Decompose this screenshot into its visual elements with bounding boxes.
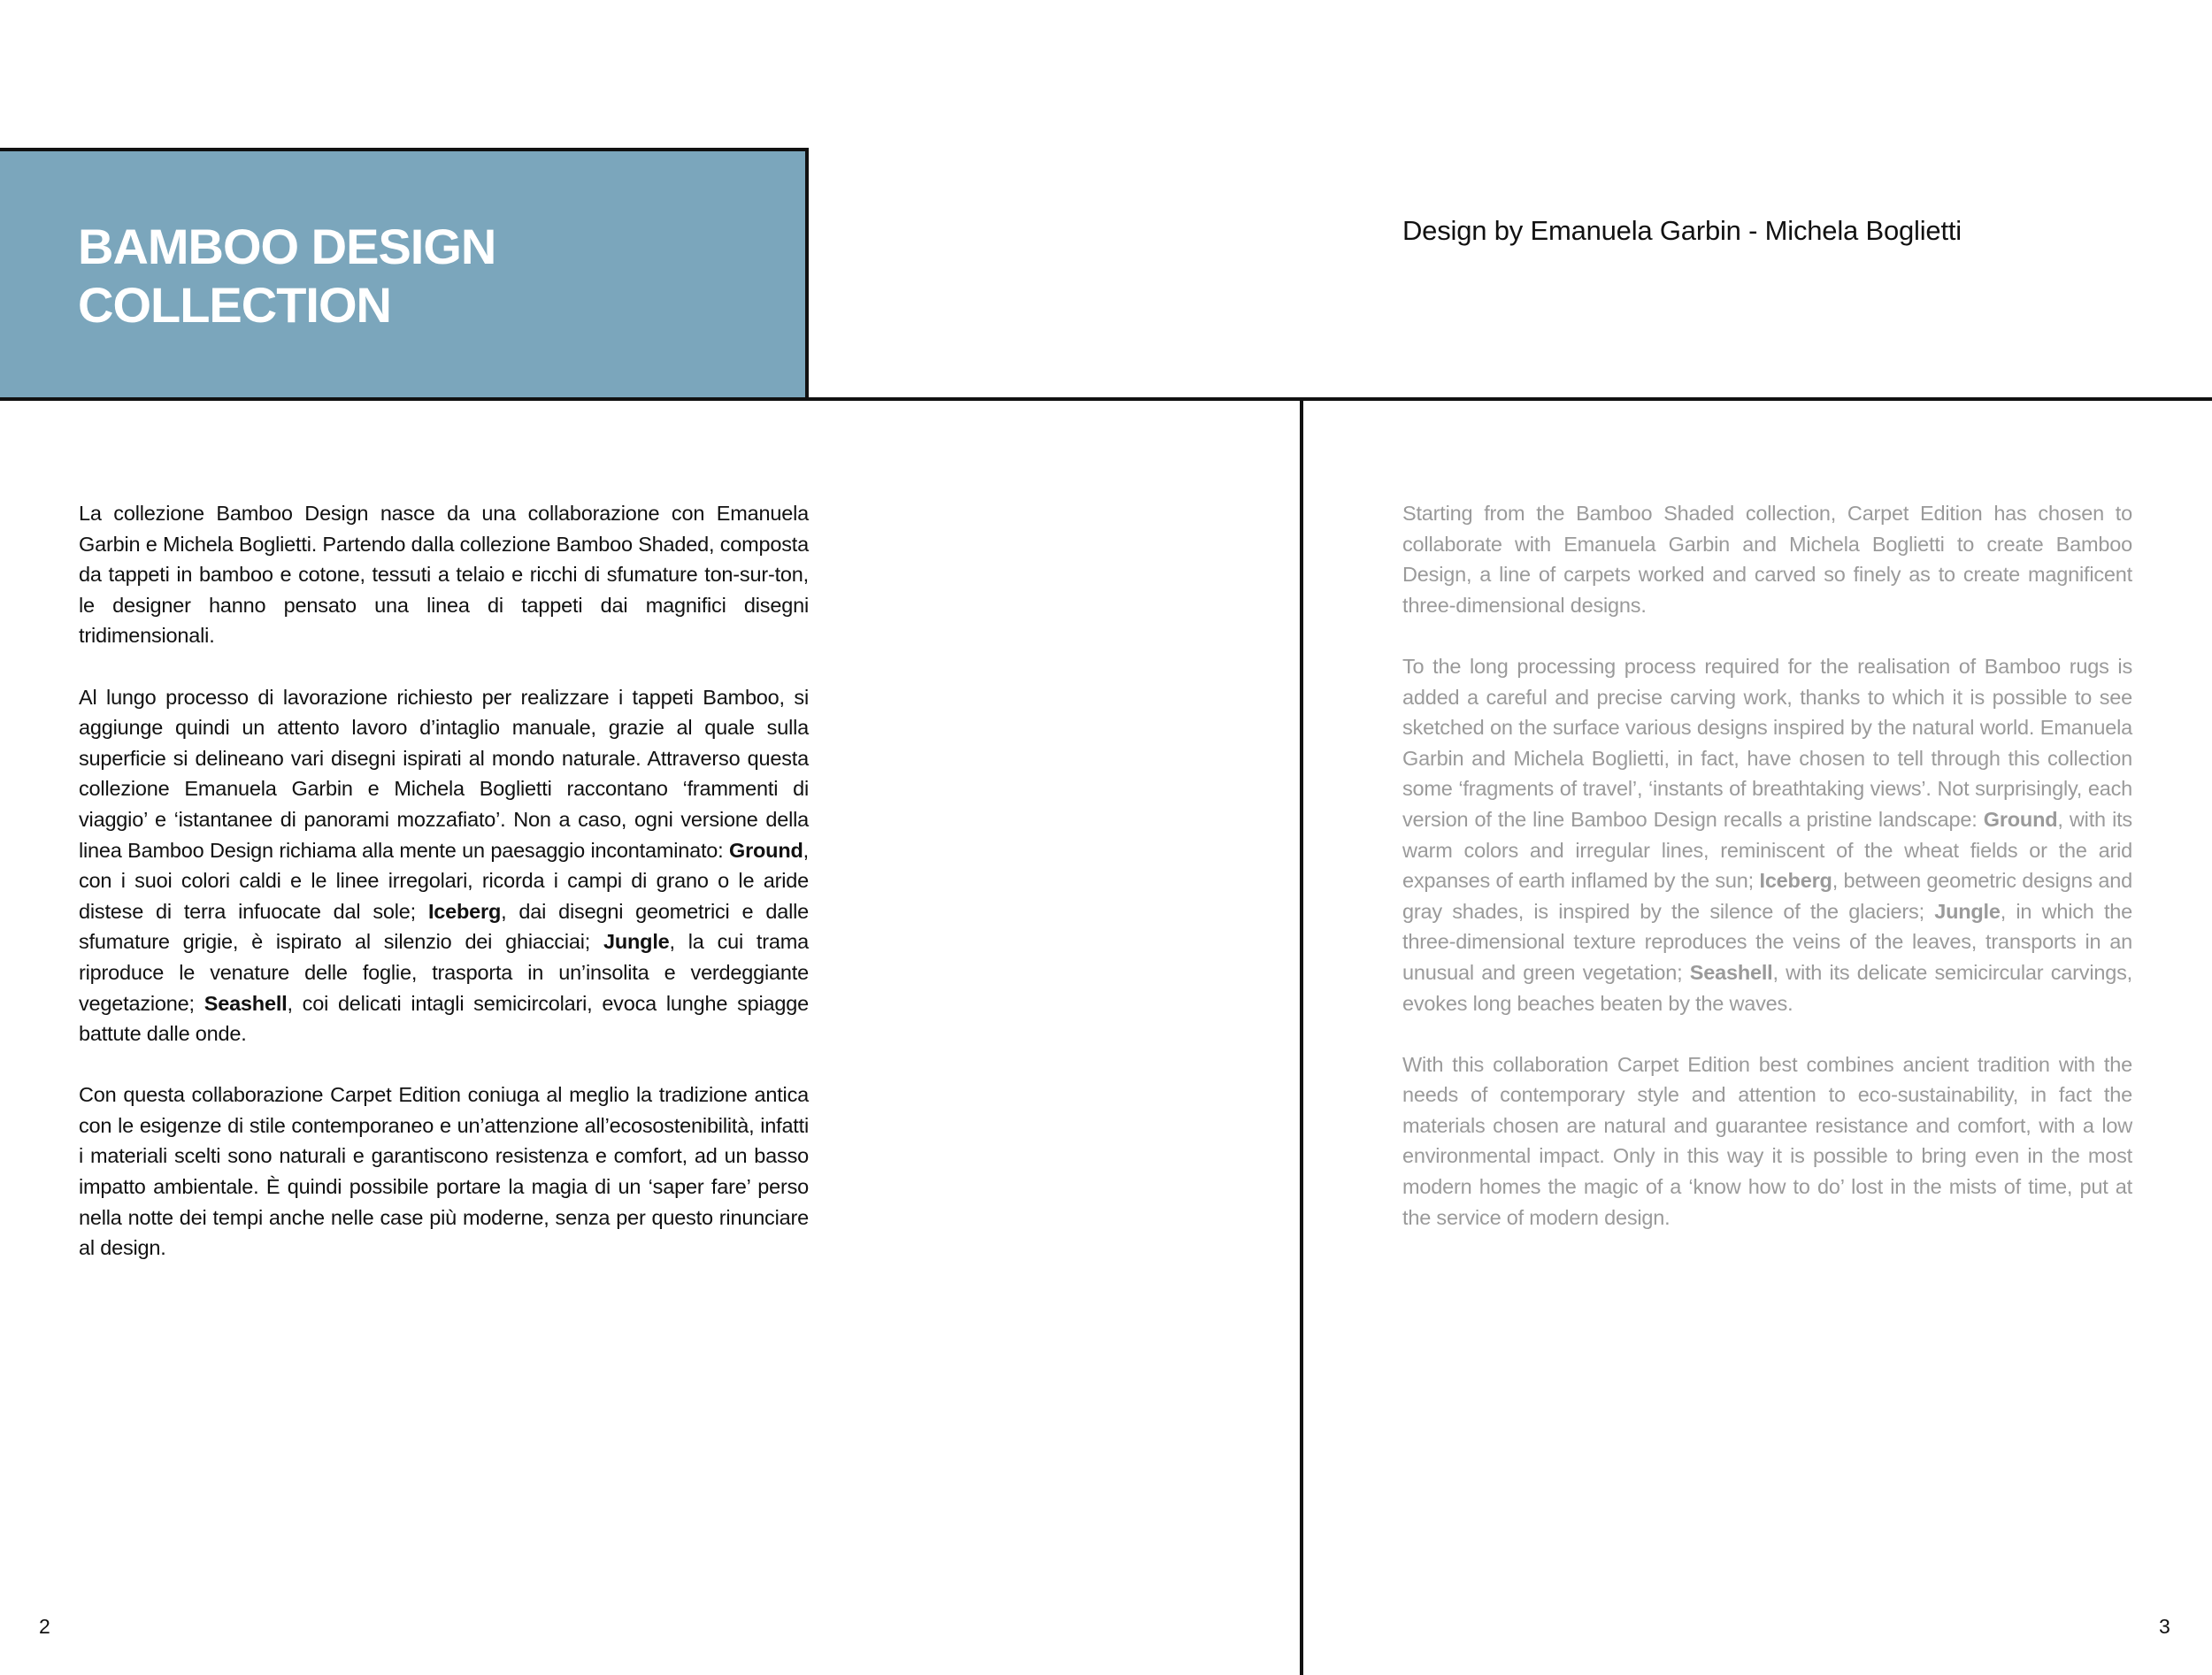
keyword-jungle: Jungle [1934, 899, 2001, 923]
keyword-ground: Ground [729, 838, 803, 862]
text-span: , dai disegni geometrici e dalle sfumature grigie, è ispirato al silenzio dei ghiacciai; [79, 899, 809, 954]
keyword-iceberg: Iceberg [427, 899, 502, 923]
english-text-column [1402, 498, 2132, 1264]
keyword-seashell: Seashell [204, 991, 288, 1015]
italian-paragraph-1: La collezione Bamboo Design nasce da una collaborazione con Emanuela Garbin e Michela Boglietti. Partendo dalla collezione Bamboo Shaded, composta da tappeti in bamboo e cotone, tessuti a telaio e ricchi di sfumature ton-sur-ton, le designer hanno pensato una linea di tappeti dai magnifici disegni tridimensionali. [79, 502, 809, 648]
collection-title [78, 218, 495, 334]
text-span: To the long processing process required for the realisation of Bamboo rugs is added a careful and precise carving work, thanks to which it is possible to see sketched on the surface various designs inspired by the natural world. Emanuela Garbin and Michela Boglietti, in fact, have chosen to tell through this collection some ‘fragments of travel’, ‘instants of breathtaking views’. Not surprisingly, each version of the line Bamboo Design recalls a pristine landscape: [1402, 654, 2132, 831]
text-span: , with its delicate semicircular carvings, evokes long beaches beaten by the waves. [1402, 960, 2132, 1015]
english-paragraph-3: With this collaboration Carpet Edition best combines ancient tradition with the needs of contemporary style and attention to eco-sustainability, in fact the materials chosen are natural and guarantee resistance and comfort, with a low environmental impact. Only in this way it is possible to bring even in the most modern homes the magic of a ‘know how to do’ lost in the mists of time, put at the service of modern design. [1402, 1052, 2132, 1229]
keyword-iceberg: Iceberg [1759, 869, 1832, 893]
vertical-divider [1300, 397, 1303, 1675]
title-line-1: BAMBOO DESIGN [78, 219, 496, 274]
italian-paragraph-3: Con questa collaborazione Carpet Edition coniuga al meglio la tradizione antica con le esigenze di stile contemporaneo e un’attenzione all’ecosostenibilità, infatti i materiali scelti sono naturali e garantiscono resistenza e comfort, ad un basso impatto ambientale. È quindi possibile portare la magia di un ‘saper fare’ perso nella notte dei tempi anche nelle case più moderne, senza per questo rinunciare al design. [79, 1083, 809, 1260]
text-span: , in which the three-dimensional texture reproduces the veins of the leaves, transports in an unusual and green vegetation; [1402, 899, 2133, 984]
keyword-ground: Ground [1983, 807, 2058, 831]
keyword-jungle: Jungle [603, 930, 670, 954]
italian-paragraph-2 [79, 682, 809, 1049]
keyword-seashell: Seashell [1689, 960, 1773, 984]
designer-credit: Design by Emanuela Garbin - Michela Boglietti [1402, 215, 1962, 246]
text-span: , la cui trama riproduce le venature delle foglie, trasporta in un’insolita e verdeggiante vegetazione; [79, 930, 810, 1015]
horizontal-divider [0, 397, 2212, 401]
title-line-2: COLLECTION [78, 277, 391, 333]
english-paragraph-1: Starting from the Bamboo Shaded collection, Carpet Edition has chosen to collaborate with Emanuela Garbin and Michela Boglietti to create Bamboo Design, a line of carpets worked and carved so finely as to create magnificent three-dimensional designs. [1402, 502, 2132, 617]
text-span: , coi delicati intagli semicircolari, evoca lunghe spiagge battute dalle onde. [79, 991, 809, 1046]
text-span: , con i suoi colori caldi e le linee irregolari, ricorda i campi di grano o le aride distese di terra infuocate dal sole; [79, 838, 809, 923]
text-span: Al lungo processo di lavorazione richiesto per realizzare i tappeti Bamboo, si aggiunge quindi un attento lavoro d’intaglio manuale, grazie al quale sulla superficie si delineano vari disegni ispirati al mondo naturale. Attraverso questa collezione Emanuela Garbin e Michela Boglietti raccontano ‘frammenti di viaggio’ e ‘istantanee di panorami mozzafiato’. Non a caso, ogni versione della linea Bamboo Design richiama alla mente un paesaggio incontaminato: [79, 685, 809, 862]
title-box [0, 148, 809, 400]
italian-text-column [79, 498, 809, 1294]
text-span: , with its warm colors and irregular lines, reminiscent of the wheat fields or the arid expanses of earth inflamed by the sun; [1402, 807, 2132, 893]
text-span: , between geometric designs and gray shades, is inspired by the silence of the glaciers; [1402, 869, 2132, 923]
page-number-left: 2 [39, 1615, 50, 1638]
page-number-right: 3 [2159, 1615, 2170, 1638]
english-paragraph-2 [1402, 651, 2132, 1018]
